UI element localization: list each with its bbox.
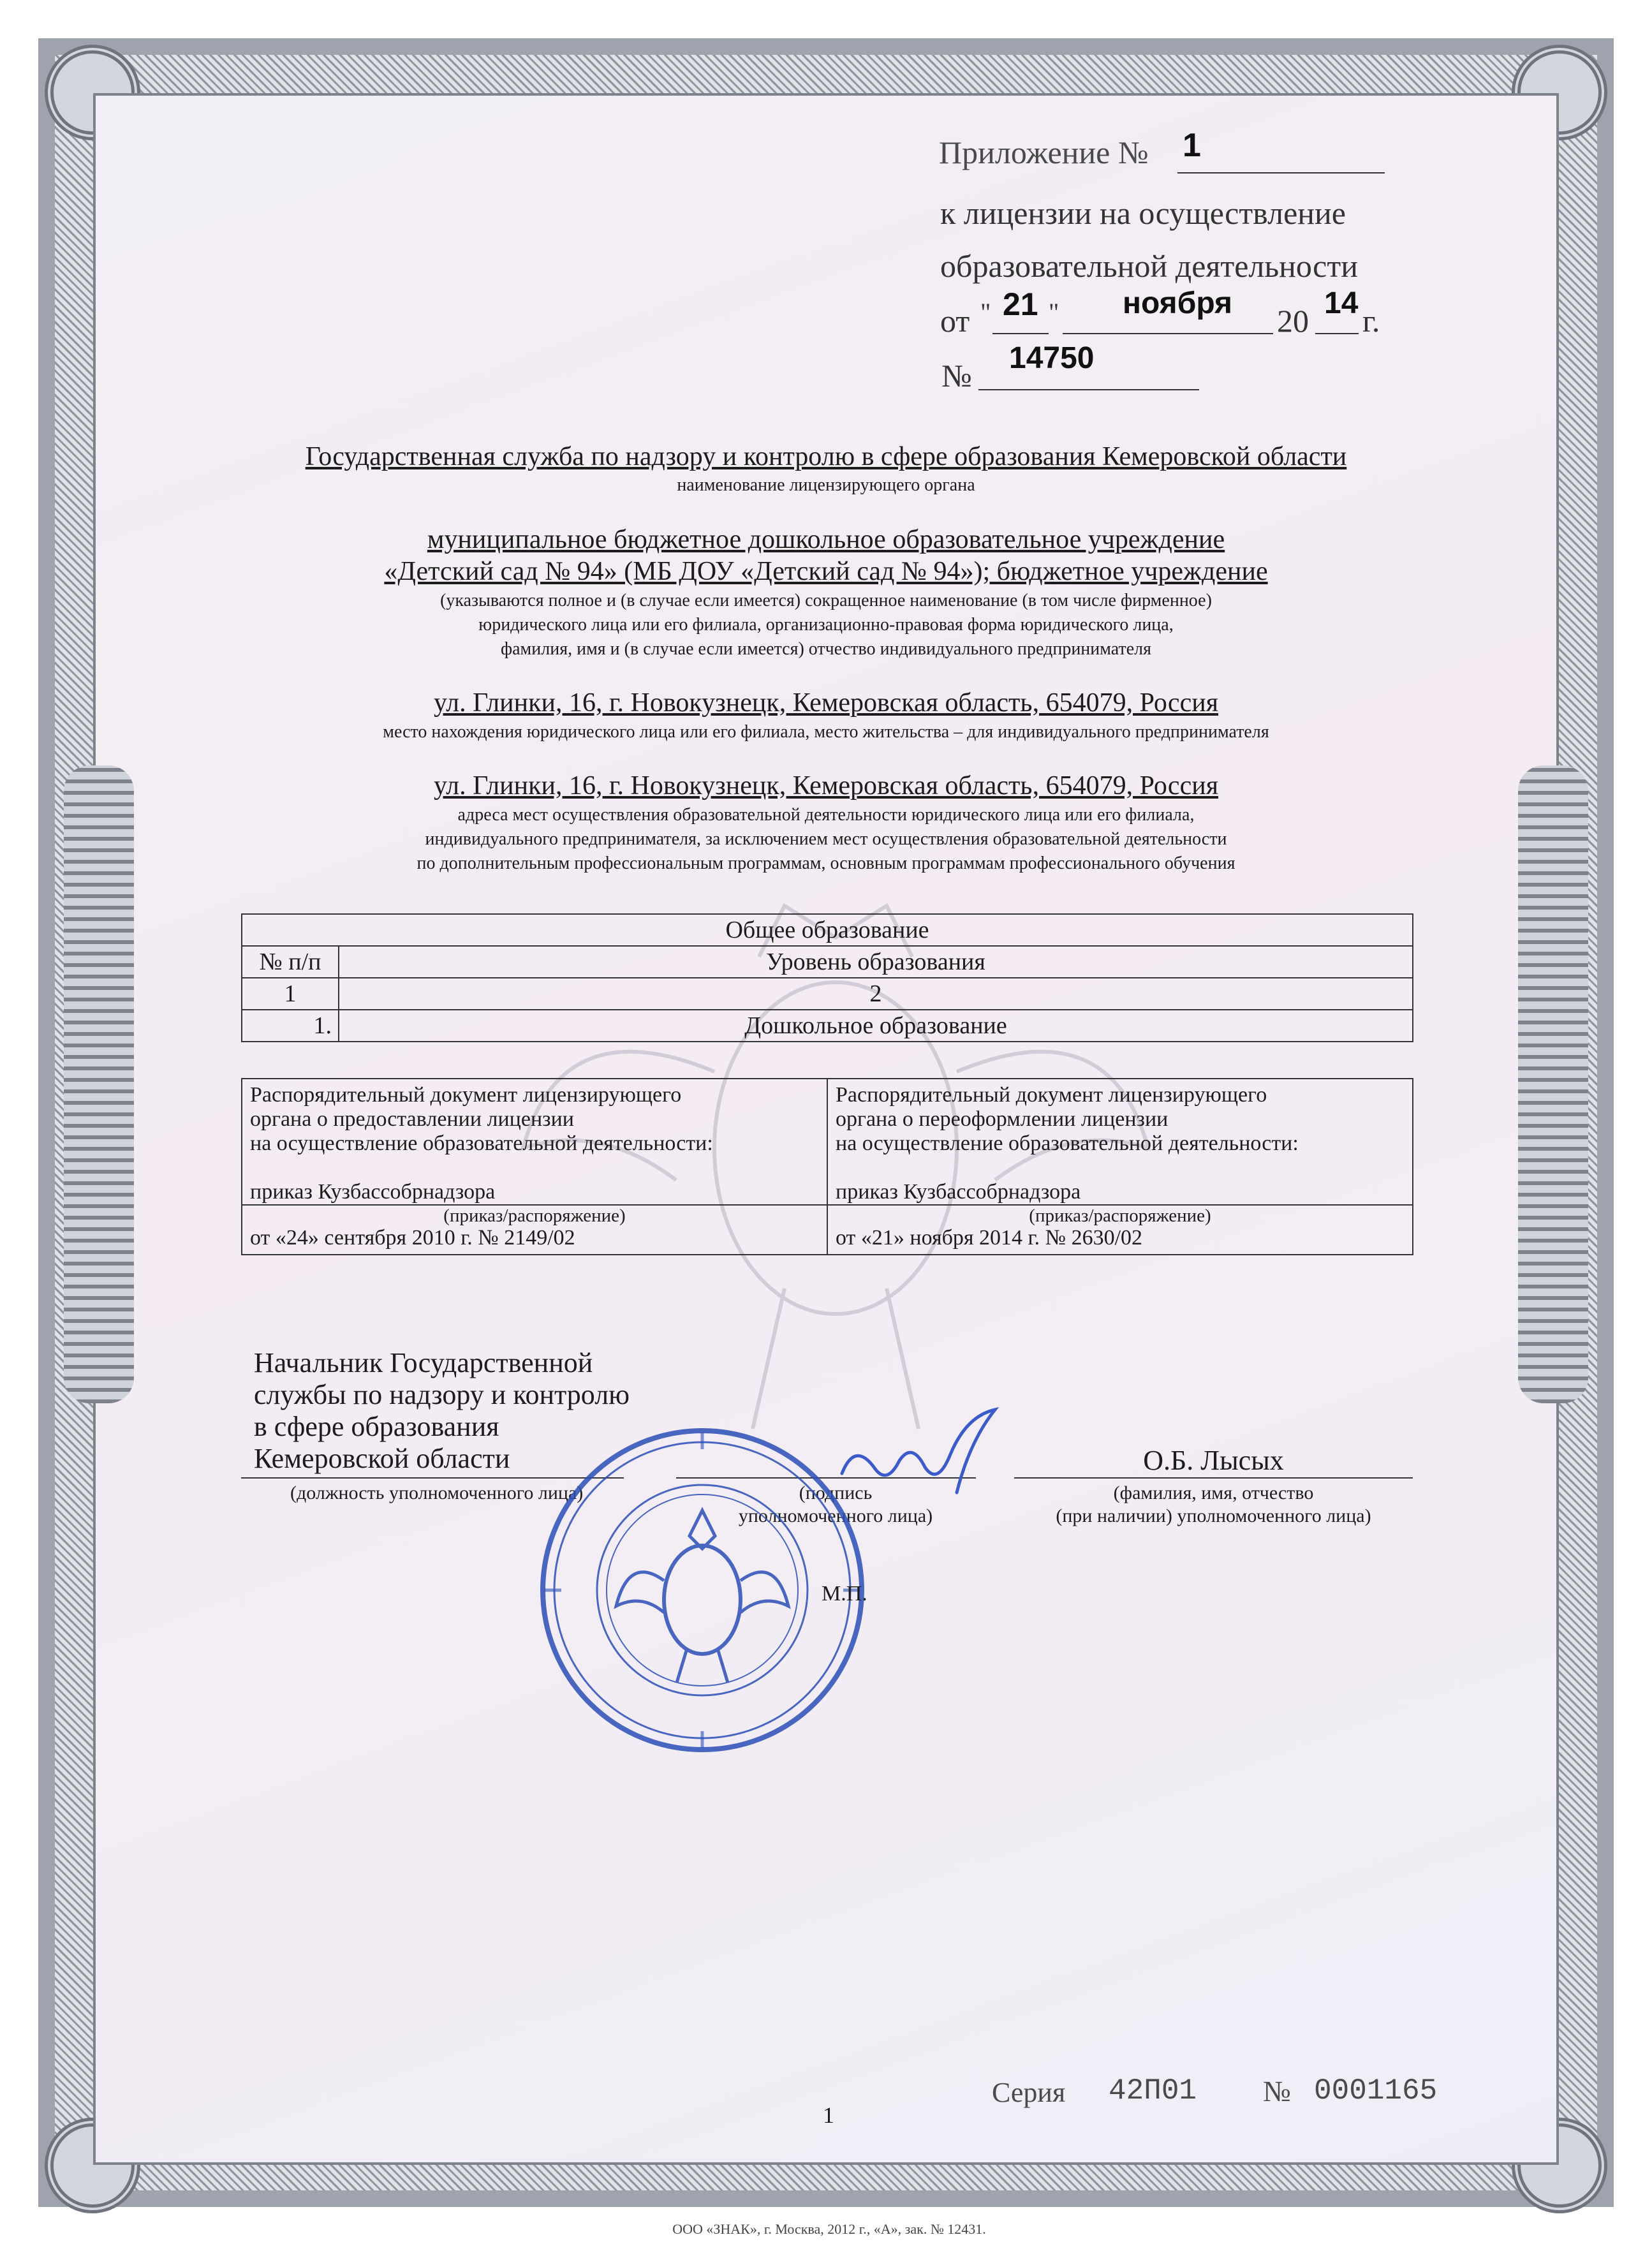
grant-line-3: на осуществление образовательной деятельности: xyxy=(250,1132,713,1155)
issuer-name: Государственная служба по надзору и контролю в сфере образования Кемеровской области xyxy=(305,442,1347,471)
education-section-title: Общее образование xyxy=(242,914,1413,946)
name-caption-line-2: (при наличии) уполномоченного лица) xyxy=(1056,1505,1371,1526)
column-index-number: 1 xyxy=(242,978,339,1010)
month-line xyxy=(1063,333,1273,334)
year-prefix: 20 xyxy=(1277,303,1309,339)
grant-line-1: Распорядительный документ лицензирующего xyxy=(250,1083,682,1107)
activity-caption-line-1: адреса мест осуществления образовательной деятельности юридического лица или его филиала, xyxy=(457,805,1195,825)
reissue-line-3: на осуществление образовательной деятельности: xyxy=(836,1132,1299,1155)
table-row xyxy=(242,1010,1413,1042)
signatory-name: О.Б. Лысых xyxy=(1143,1445,1284,1476)
column-index-level: 2 xyxy=(339,978,1413,1010)
reissue-date-number: от «21» ноября 2014 г. № 2630/02 xyxy=(836,1226,1143,1250)
location-address: ул. Глинки, 16, г. Новокузнецк, Кемеровская область, 654079, Россия xyxy=(433,688,1219,718)
position-line-3: в сфере образования xyxy=(254,1411,499,1442)
activity-caption-line-3: по дополнительным профессиональным программам, основным программам профессионального обучения xyxy=(417,853,1235,873)
license-year: 14 xyxy=(1324,286,1359,320)
position-line-1: Начальник Государственной xyxy=(254,1347,593,1378)
year-line xyxy=(1315,333,1359,334)
column-header-number: № п/п xyxy=(242,946,339,978)
signature-caption-line-2: уполномоченного лица) xyxy=(738,1505,933,1526)
license-line-2: образовательной деятельности xyxy=(940,248,1358,284)
year-unit: г. xyxy=(1362,303,1380,339)
license-line-1: к лицензии на осуществление xyxy=(940,195,1346,231)
form-number-value: 0001165 xyxy=(1314,2074,1438,2107)
form-number-label: № xyxy=(1263,2075,1291,2107)
licensee-caption-line-1: (указываются полное и (в случае если имеется) сокращенное наименование (в том числе фирменное) xyxy=(440,591,1212,610)
location-caption: место нахождения юридического лица или его филиала, место жительства – для индивидуального предпринимателя xyxy=(383,722,1269,742)
activity-address: ул. Глинки, 16, г. Новокузнецк, Кемеровская область, 654079, Россия xyxy=(433,771,1219,801)
appendix-number: 1 xyxy=(1183,127,1201,164)
document-reissue-cell xyxy=(827,1079,1413,1255)
reissue-line-2: органа о переоформлении лицензии xyxy=(836,1107,1169,1131)
date-quote-open: " xyxy=(980,298,991,327)
row-education-level: Дошкольное образование xyxy=(339,1010,1413,1042)
document-grant-cell xyxy=(242,1079,827,1255)
licensee-caption-line-3: фамилия, имя и (в случае если имеется) отчество индивидуального предпринимателя xyxy=(500,639,1152,659)
appendix-number-line xyxy=(1177,172,1385,173)
series-value: 42П01 xyxy=(1109,2074,1197,2107)
grant-order: приказ Кузбассобрнадзора xyxy=(250,1180,496,1204)
grant-line-2: органа о предоставлении лицензии xyxy=(250,1107,574,1131)
licensee-caption-line-2: юридического лица или его филиала, организационно-правовая форма юридического лица, xyxy=(478,615,1174,635)
licensee-name-line-2: «Детский сад № 94» (МБ ДОУ «Детский сад № 94»); бюджетное учреждение xyxy=(384,557,1268,586)
reissue-type-caption: (приказ/распоряжение) xyxy=(1029,1206,1211,1226)
page-number: 1 xyxy=(823,2102,834,2128)
license-number-line xyxy=(978,389,1199,390)
reissue-order: приказ Кузбассобрнадзора xyxy=(836,1180,1081,1204)
grant-type-caption: (приказ/распоряжение) xyxy=(443,1206,626,1226)
table-row xyxy=(242,978,1413,1010)
seal-label: М.П. xyxy=(822,1582,867,1605)
appendix-label: Приложение № xyxy=(939,135,1149,170)
reissue-line-1: Распорядительный документ лицензирующего xyxy=(836,1083,1267,1107)
signature-caption-line-1: (подпись xyxy=(799,1482,873,1503)
license-month: ноября xyxy=(1123,286,1233,320)
name-line xyxy=(1014,1477,1413,1479)
license-day: 21 xyxy=(1003,286,1038,322)
position-line-4: Кемеровской области xyxy=(254,1443,510,1474)
date-quote-close: " xyxy=(1049,298,1059,327)
side-ornament-right xyxy=(1518,765,1588,1403)
grant-date-number: от «24» сентября 2010 г. № 2149/02 xyxy=(250,1226,575,1250)
activity-caption-line-2: индивидуального предпринимателя, за исключением мест осуществления образовательной деятельности xyxy=(425,829,1227,849)
education-table xyxy=(241,913,1413,1042)
printer-imprint: ООО «ЗНАК», г. Москва, 2012 г., «А», зак. № 12431. xyxy=(672,2221,986,2237)
license-number: 14750 xyxy=(1009,341,1095,375)
day-line xyxy=(992,333,1049,334)
date-prefix: от xyxy=(940,303,970,339)
side-ornament-left xyxy=(64,765,134,1403)
licensee-name-line-1: муниципальное бюджетное дошкольное образовательное учреждение xyxy=(427,525,1225,554)
issuer-caption: наименование лицензирующего органа xyxy=(677,475,975,495)
table-row xyxy=(242,946,1413,978)
table-row xyxy=(242,914,1413,946)
column-header-level: Уровень образования xyxy=(339,946,1413,978)
number-label: № xyxy=(941,358,972,394)
series-label: Серия xyxy=(992,2077,1066,2108)
handwritten-signature xyxy=(829,1403,1021,1505)
official-seal xyxy=(533,1421,871,1759)
position-caption: (должность уполномоченного лица) xyxy=(290,1482,584,1503)
position-line-2: службы по надзору и контролю xyxy=(254,1379,630,1410)
name-caption-line-1: (фамилия, имя, отчество xyxy=(1113,1482,1314,1503)
table-row xyxy=(242,1079,1413,1255)
administrative-documents-table xyxy=(241,1078,1413,1255)
row-number: 1. xyxy=(242,1010,339,1042)
